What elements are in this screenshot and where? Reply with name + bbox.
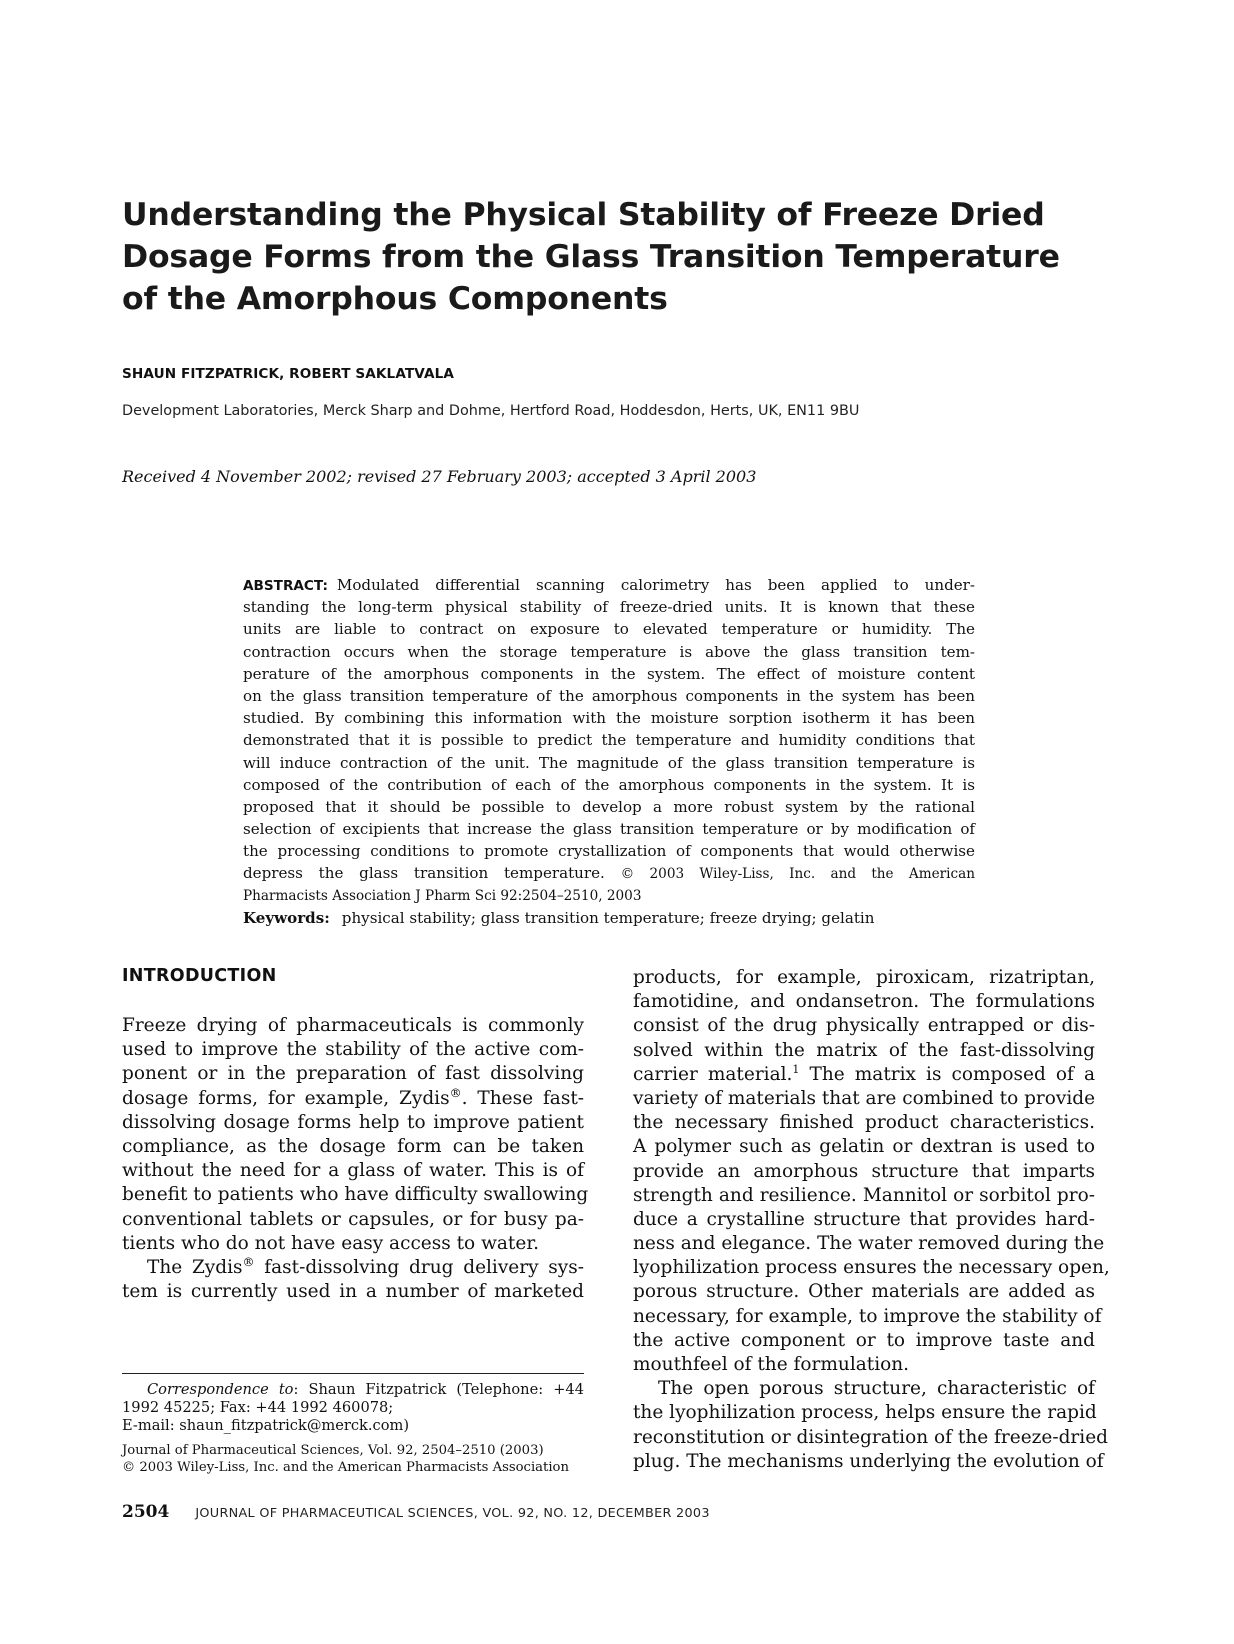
body-line: products, for example, piroxicam, rizatriptan,	[633, 967, 1095, 988]
body-column-right	[633, 966, 1110, 1474]
body-line	[633, 1063, 1095, 1087]
body-line: lyophilization process ensures the necessary open,	[633, 1257, 1110, 1279]
body-line	[122, 1087, 584, 1111]
running-footer: JOURNAL OF PHARMACEUTICAL SCIENCES, VOL. 92, NO. 12, DECEMBER 2003	[195, 1506, 710, 1521]
authors: SHAUN FITZPATRICK, ROBERT SAKLATVALA	[122, 366, 454, 382]
footnote-line	[122, 1381, 584, 1399]
abstract-line: the processing conditions to promote crystallization of components that would otherwise	[243, 842, 975, 861]
body-text: The Zydis	[147, 1256, 243, 1278]
abstract	[243, 574, 975, 929]
body-line: ponent or in the preparation of fast dissolving	[122, 1063, 584, 1085]
abstract-line: proposed that it should be possible to develop a more robust system by the rational	[243, 797, 975, 816]
abstract-line: will induce contraction of the unit. The magnitude of the glass transition temperature is	[243, 753, 975, 772]
page-footer	[122, 1502, 710, 1522]
body-line: the necessary finished product characteristics.	[633, 1112, 1095, 1134]
body-line: used to improve the stability of the active com-	[122, 1039, 584, 1061]
abstract-line	[243, 574, 975, 596]
title-line: Understanding the Physical Stability of Freeze Dried	[122, 197, 1045, 233]
abstract-line	[243, 862, 975, 884]
keywords-label: Keywords:	[243, 908, 330, 927]
abstract-text: depress the glass transition temperature.	[243, 864, 605, 883]
body-line: the lyophilization process, helps ensure the rapid	[633, 1402, 1097, 1424]
journal-citation: Journal of Pharmaceutical Sciences, Vol. 92, 2504–2510 (2003)	[122, 1443, 544, 1458]
paper-title	[122, 194, 1060, 320]
body-line: mouthfeel of the formulation.	[633, 1354, 910, 1375]
body-column-left	[122, 1014, 589, 1304]
body-line: provide an amorphous structure that imparts	[633, 1160, 1095, 1182]
body-line: Freeze drying of pharmaceuticals is commonly	[122, 1015, 584, 1036]
body-line: plug. The mechanisms underlying the evolution of	[633, 1450, 1104, 1472]
body-text: The matrix is composed of a	[799, 1063, 1095, 1085]
received-dates: Received 4 November 2002; revised 27 February 2003; accepted 3 April 2003	[122, 467, 757, 486]
body-line: conventional tablets or capsules, or for busy pa-	[122, 1208, 584, 1230]
body-text: fast-dissolving drug delivery sys-	[254, 1256, 584, 1278]
keywords-line	[243, 907, 975, 929]
body-line: ness and elegance. The water removed during the	[633, 1233, 1105, 1255]
body-line: famotidine, and ondansetron. The formulations	[633, 991, 1095, 1013]
body-line: The open porous structure, characteristic of	[658, 1378, 1095, 1400]
body-line: without the need for a glass of water. This is of	[122, 1160, 584, 1182]
registered-mark: ®	[449, 1085, 462, 1100]
body-line: tem is currently used in a number of marketed	[122, 1281, 584, 1303]
registered-mark: ®	[242, 1254, 255, 1269]
body-text: carrier material.	[633, 1063, 793, 1085]
title-line: Dosage Forms from the Glass Transition Temperature	[122, 239, 1060, 275]
footnote-email[interactable]: E-mail: shaun_fitzpatrick@merck.com)	[122, 1417, 410, 1434]
abstract-line: demonstrated that it is possible to predict the temperature and humidity conditions that	[243, 731, 975, 750]
body-line: solved within the matrix of the fast-dissolving	[633, 1039, 1095, 1061]
body-line: the active component or to improve taste and	[633, 1329, 1095, 1351]
body-line	[122, 1256, 584, 1280]
abstract-line: perature of the amorphous components in the system. The effect of moisture content	[243, 664, 975, 683]
body-line: consist of the drug physically entrapped or dis-	[633, 1015, 1095, 1037]
affiliation: Development Laboratories, Merck Sharp and Dohme, Hertford Road, Hoddesdon, Herts, UK, EN11 9BU	[122, 403, 860, 419]
footnote-line: 1992 45225; Fax: +44 1992 460078;	[122, 1399, 394, 1416]
body-line: duce a crystalline structure that provides hard-	[633, 1208, 1095, 1230]
body-text: dosage forms, for example, Zydis	[122, 1087, 450, 1109]
page-number: 2504	[122, 1502, 170, 1522]
abstract-line: contraction occurs when the storage temperature is above the glass transition tem-	[243, 642, 975, 661]
body-line: compliance, as the dosage form can be taken	[122, 1135, 584, 1157]
abstract-copyright: © 2003 Wiley-Liss, Inc. and the American	[620, 866, 975, 883]
reference-1[interactable]: 1	[792, 1062, 800, 1076]
abstract-line: selection of excipients that increase the glass transition temperature or by modification of	[243, 820, 975, 839]
abstract-line: units are liable to contract on exposure to elevated temperature or humidity. The	[243, 620, 975, 639]
abstract-line: standing the long-term physical stability of freeze-dried units. It is known that these	[243, 598, 975, 617]
body-line: benefit to patients who have difficulty swallowing	[122, 1184, 589, 1206]
body-text: . These fast-	[461, 1087, 585, 1109]
body-line: A polymer such as gelatin or dextran is used to	[633, 1136, 1095, 1158]
body-line: tients who do not have easy access to water.	[122, 1232, 540, 1254]
abstract-line: composed of the contribution of each of the amorphous components in the system. It is	[243, 775, 975, 794]
title-line: of the Amorphous Components	[122, 281, 668, 317]
footnote-text: : Shaun Fitzpatrick (Telephone: +44	[293, 1381, 584, 1398]
body-line: variety of materials that are combined to provide	[633, 1087, 1096, 1109]
body-line: reconstitution or disintegration of the freeze-dried	[633, 1426, 1108, 1448]
keywords: physical stability; glass transition temperature; freeze drying; gelatin	[341, 908, 875, 927]
journal-info	[122, 1443, 584, 1476]
body-line: strength and resilience. Mannitol or sorbitol pro-	[633, 1184, 1095, 1206]
footnote-divider	[122, 1373, 584, 1374]
correspondence-footnote	[122, 1381, 584, 1435]
abstract-text: Modulated differential scanning calorimetry has been applied to under-	[336, 576, 975, 594]
footnote-label: Correspondence to	[147, 1381, 294, 1398]
journal-copyright: © 2003 Wiley-Liss, Inc. and the American Pharmacists Association	[122, 1459, 569, 1475]
abstract-line: studied. By combining this information with the moisture sorption isotherm it has been	[243, 709, 975, 728]
body-line: necessary, for example, to improve the stability of	[633, 1305, 1102, 1327]
body-line: dissolving dosage forms help to improve patient	[122, 1111, 584, 1133]
section-heading-introduction: INTRODUCTION	[122, 966, 277, 986]
body-line: porous structure. Other materials are added as	[633, 1281, 1095, 1303]
abstract-line: on the glass transition temperature of the amorphous components in the system has been	[243, 686, 975, 705]
abstract-citation: Pharmacists Association J Pharm Sci 92:2504–2510, 2003	[243, 887, 642, 904]
abstract-label: ABSTRACT:	[243, 578, 328, 594]
